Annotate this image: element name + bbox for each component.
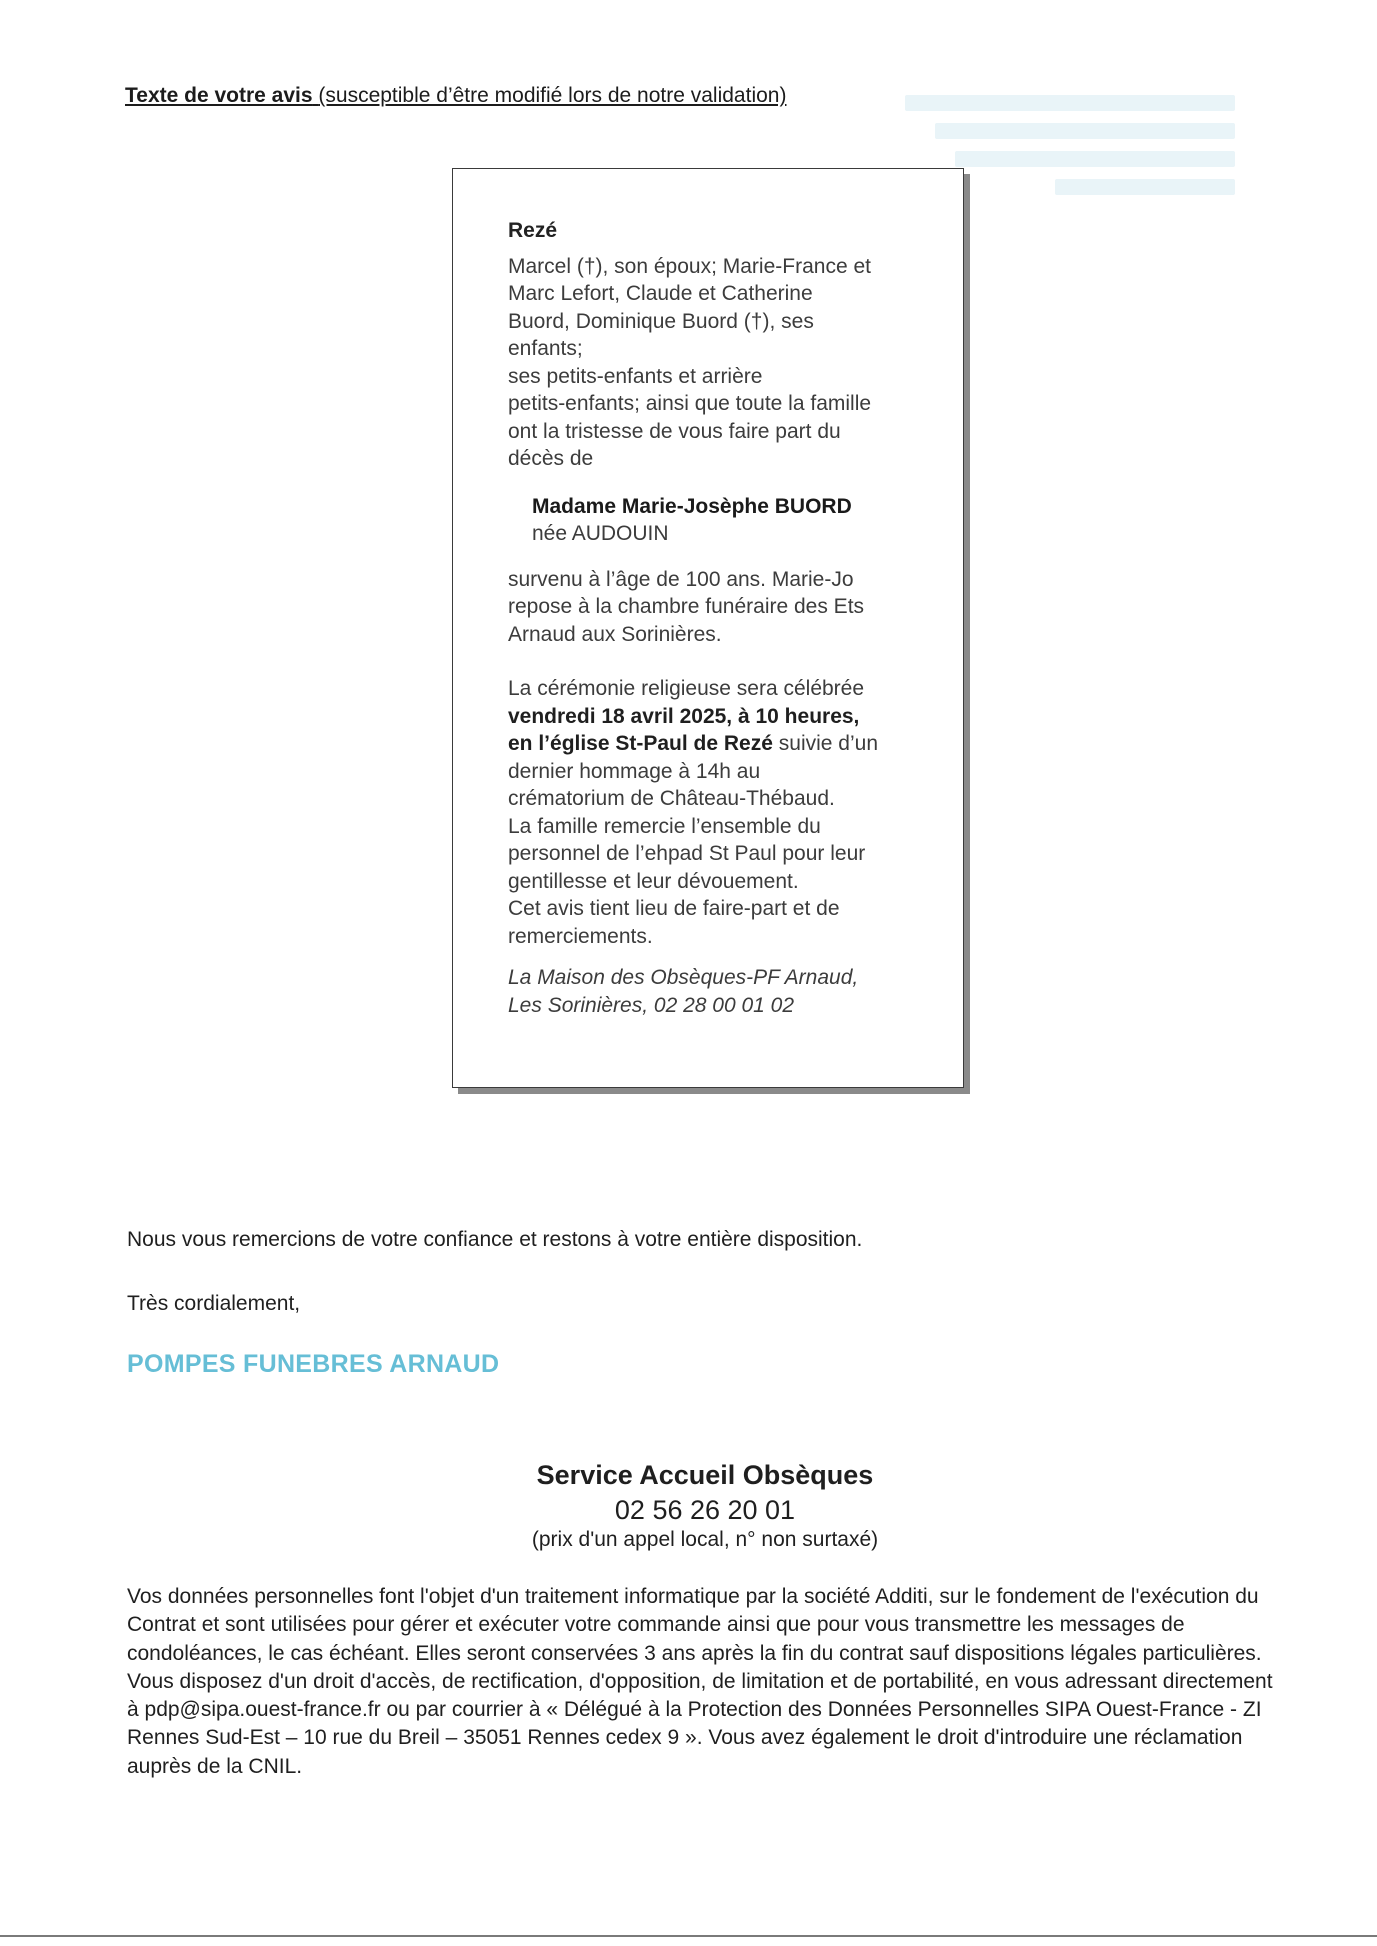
ceremony-place: en l’église St-Paul de Rezé <box>508 732 773 755</box>
deceased-name: Madame Marie-Josèphe BUORD <box>532 494 852 518</box>
heading-title: Texte de votre avis <box>125 84 313 107</box>
heading-subtitle: (susceptible d’être modifié lors de notre validation) <box>318 84 787 107</box>
repose-line: Arnaud aux Sorinières. <box>508 622 722 646</box>
closing-block <box>127 1228 862 1316</box>
ceremony-line: crématorium de Château-Thébaud. <box>508 787 835 810</box>
family-line: ont la tristesse de vous faire part du <box>508 419 841 443</box>
service-phone: 02 56 26 20 01 <box>614 1495 796 1525</box>
family-line: enfants; <box>508 337 583 360</box>
signature-line: Les Sorinières, 02 28 00 01 02 <box>508 993 795 1017</box>
signature-line: La Maison des Obsèques-PF Arnaud, <box>508 966 859 989</box>
regards-text: Très cordialement, <box>127 1292 301 1315</box>
ceremony-line: personnel de l’ehpad St Paul pour leur <box>508 842 866 865</box>
family-line: petits-enfants; ainsi que toute la famille <box>508 392 872 415</box>
service-contact <box>430 1460 980 1552</box>
service-title: Service Accueil Obsèques <box>536 1460 874 1490</box>
service-note: (prix d'un appel local, n° non surtaxé) <box>531 1528 879 1551</box>
footer-divider <box>0 1935 1377 1937</box>
ceremony-line: remerciements. <box>508 924 653 948</box>
faded-line <box>1055 179 1235 195</box>
ceremony-line: La famille remercie l’ensemble du <box>508 814 821 838</box>
family-line: décès de <box>508 447 594 470</box>
thanks-text: Nous vous remercions de votre confiance et restons à votre entière disposition. <box>127 1228 863 1251</box>
faded-line <box>905 95 1235 111</box>
deceased-block <box>532 493 923 548</box>
notice-city: Rezé <box>508 219 558 242</box>
faded-line <box>935 123 1235 139</box>
ceremony-line: dernier hommage à 14h au <box>508 759 761 783</box>
ceremony-intro: La cérémonie religieuse sera célébrée <box>508 677 865 700</box>
family-line: ses petits-enfants et arrière <box>508 364 763 388</box>
ceremony-date: vendredi 18 avril 2025, à 10 heures, <box>508 704 860 728</box>
gdpr-notice: Vos données personnelles font l'objet d'un traitement informatique par la société Additi, sur le fondement de l'exécution du Contrat et sont utilisées pour gérer et exécuter votre commande ainsi que pour vous transmettre les messages de condoléances, le cas échéant. Elles seront conservées 3 ans après la fin du contrat sauf dispositions légales particulières. Vous disposez d'un droit d'accès, de rectification, d'opposition, de limitation et de portabilité, en vous adressant directement à pdp@sipa.ouest-france.fr ou par courrier à « Délégué à la Protection des Données Personnelles SIPA Ouest-France - ZI Rennes Sud-Est – 10 rue du Breil – 35051 Rennes cedex 9 ». Vous avez également le droit d'introduire une réclamation auprès de la CNIL. <box>127 1585 1273 1778</box>
company-name: POMPES FUNEBRES ARNAUD <box>127 1350 500 1378</box>
death-notice-box <box>452 168 964 1088</box>
ceremony-line: Cet avis tient lieu de faire-part et de <box>508 897 840 920</box>
repose-line: repose à la chambre funéraire des Ets <box>508 595 865 618</box>
family-line: Buord, Dominique Buord (†), ses <box>508 309 814 333</box>
faded-line <box>955 151 1235 167</box>
ceremony-line: gentillesse et leur dévouement. <box>508 869 799 893</box>
notice-heading <box>125 84 786 108</box>
ceremony-after: suivie d’un <box>778 732 878 755</box>
family-line: Marcel (†), son époux; Marie-France et <box>508 254 871 278</box>
maiden-name: née AUDOUIN <box>532 522 669 545</box>
notice-signature <box>508 964 923 1019</box>
ceremony-place-line <box>508 730 923 758</box>
family-line: Marc Lefort, Claude et Catherine <box>508 282 813 305</box>
repose-line: survenu à l’âge de 100 ans. Marie-Jo <box>508 567 854 591</box>
